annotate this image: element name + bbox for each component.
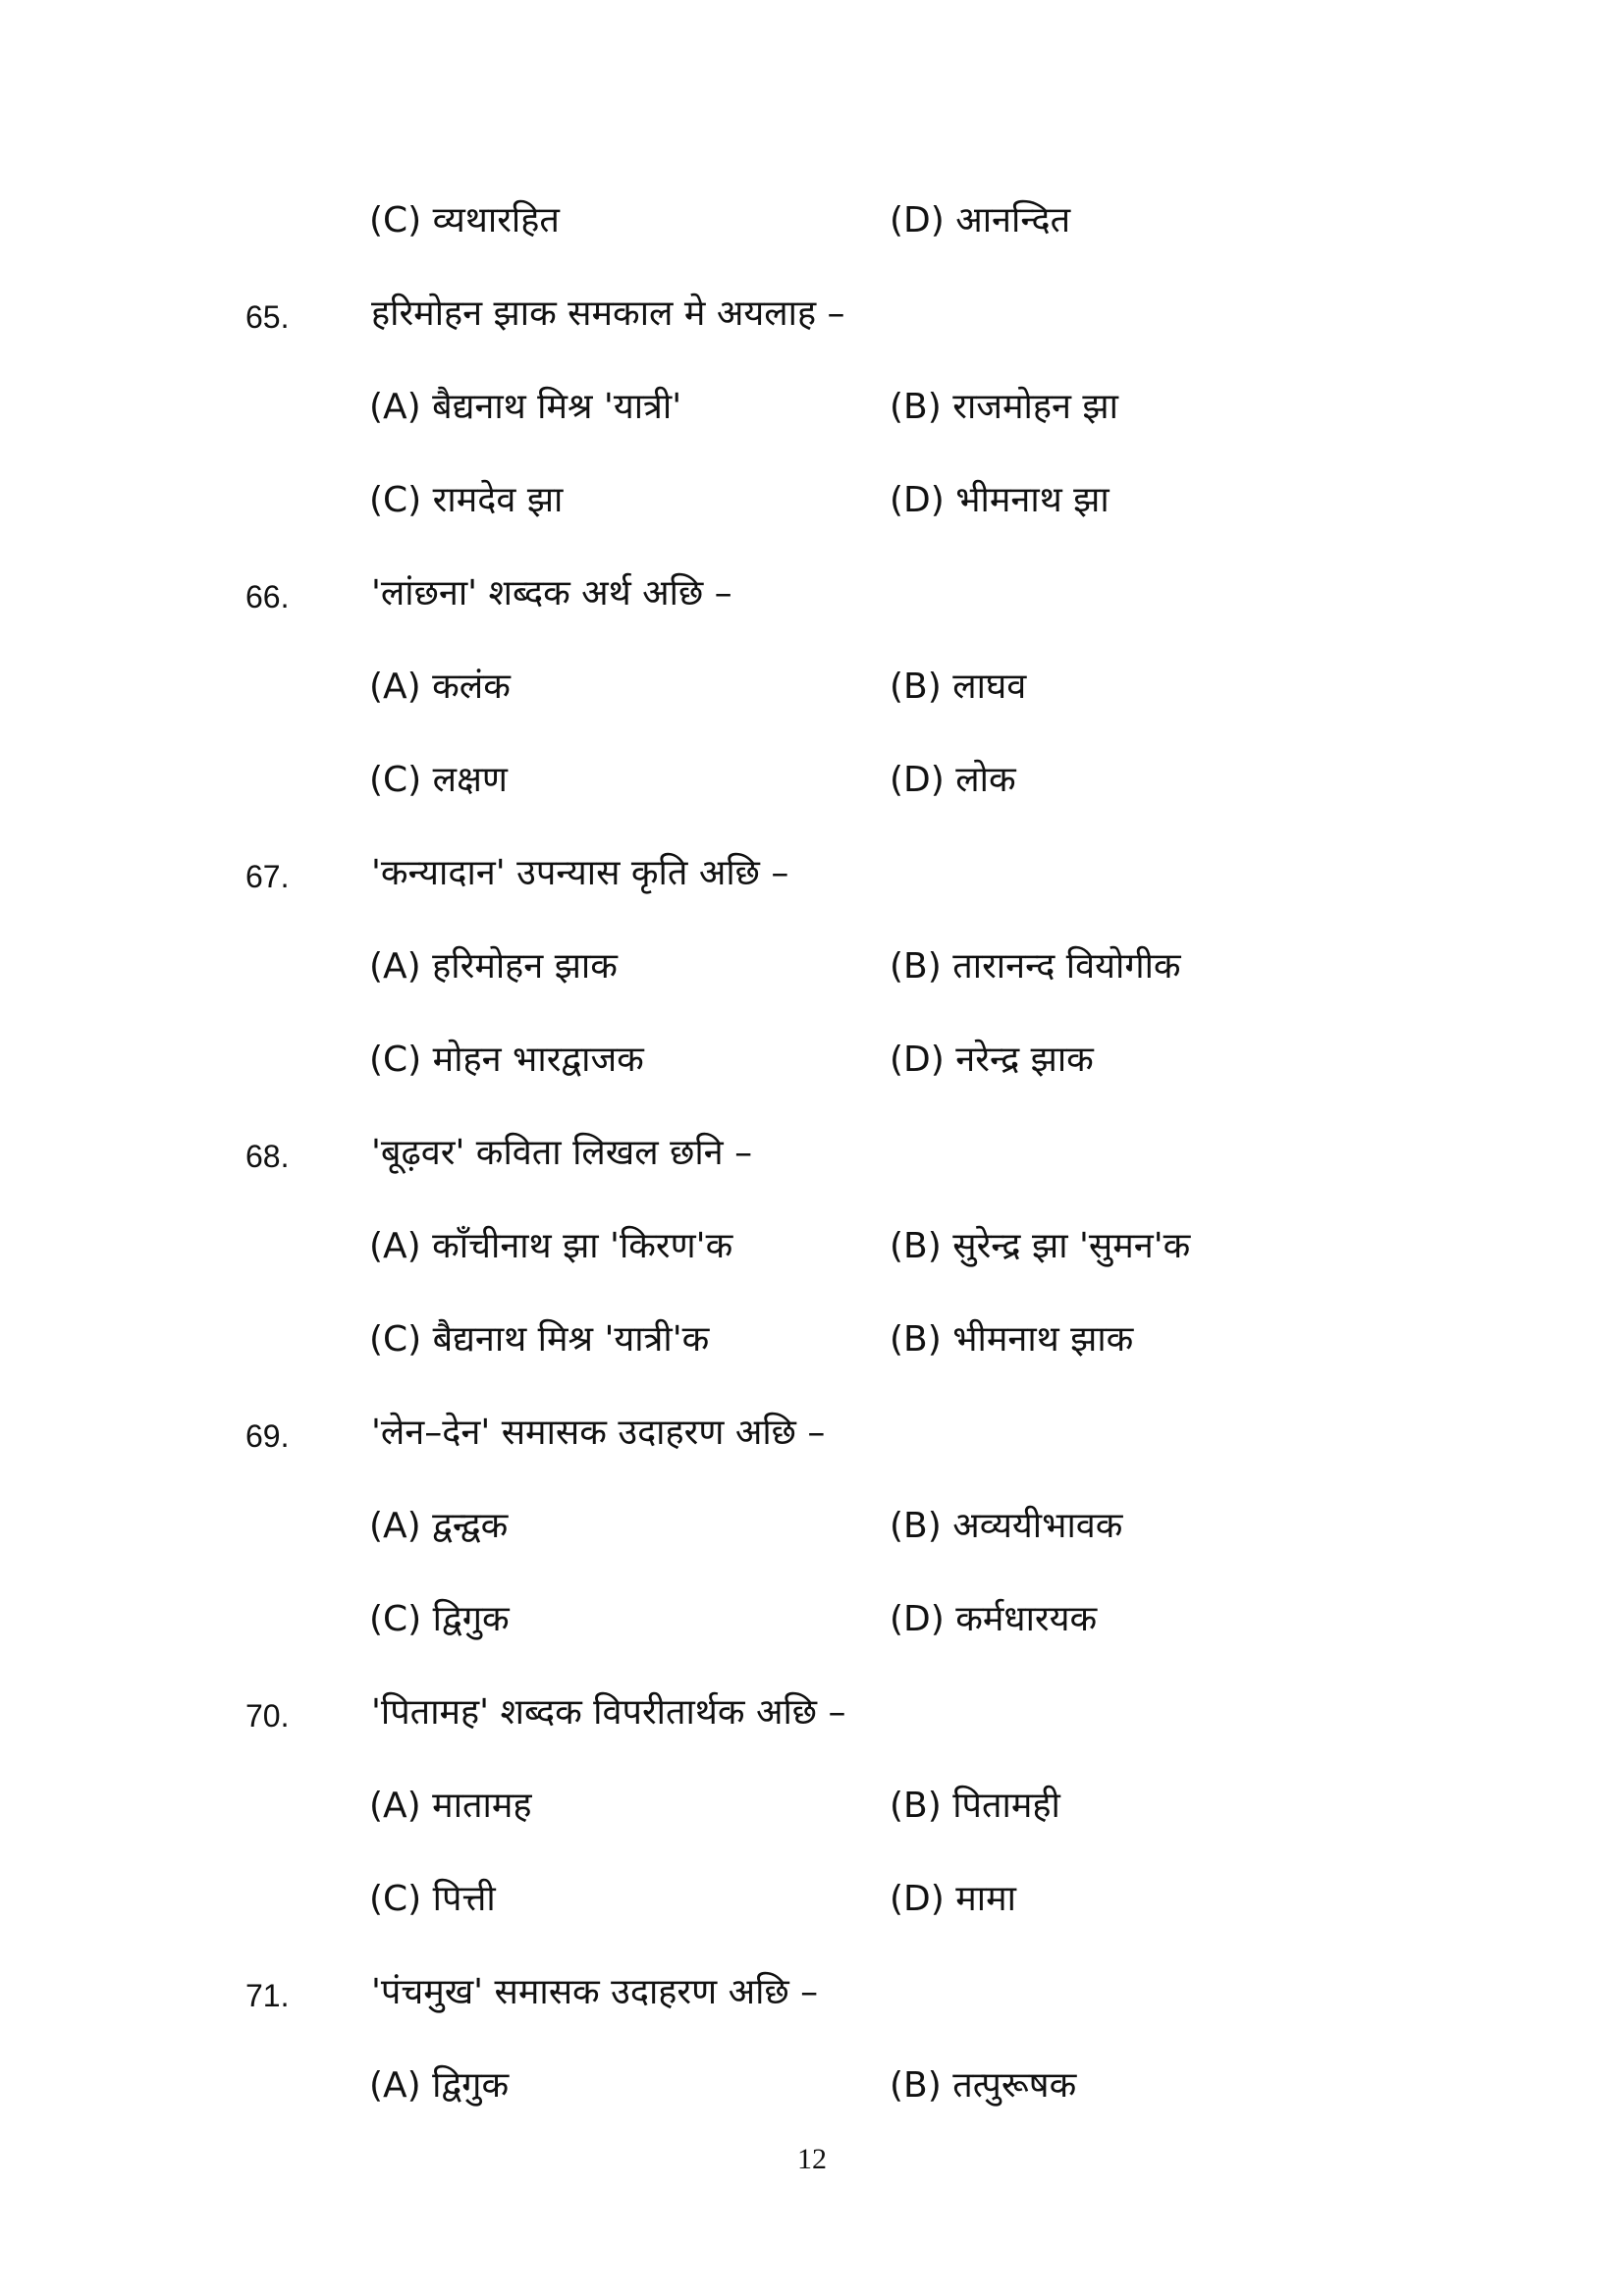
option-b: (B) राजमोहन झा — [890, 387, 1118, 427]
option-c: (C) रामदेव झा — [369, 480, 564, 520]
option-b: (B) सुरेन्द्र झा 'सुमन'क — [890, 1226, 1191, 1266]
question-67 — [0, 847, 1624, 906]
option-d: (D) मामा — [890, 1879, 1016, 1919]
option-c: (C) लक्षण — [369, 760, 508, 800]
option-c: (C) पित्ती — [369, 1879, 496, 1919]
options-row — [0, 381, 1624, 440]
question-66 — [0, 567, 1624, 626]
question-text: हरिमोहन झाक समकाल मे अयलाह – — [371, 294, 845, 334]
option-d: (D) आनन्दित — [890, 200, 1071, 240]
option-d: (D) भीमनाथ झा — [890, 480, 1110, 520]
options-row — [0, 754, 1624, 813]
option-a: (A) कलंक — [369, 667, 511, 707]
options-row — [0, 474, 1624, 533]
question-68 — [0, 1127, 1624, 1186]
option-d: (D) नरेन्द्र झाक — [890, 1040, 1094, 1080]
options-row — [0, 1873, 1624, 1932]
options-row — [0, 940, 1624, 999]
option-c: (C) मोहन भारद्वाजक — [369, 1040, 644, 1080]
option-a: (A) हरिमोहन झाक — [369, 946, 618, 987]
question-text: 'पितामह' शब्दक विपरीतार्थक अछि – — [371, 1692, 846, 1733]
options-row — [0, 1593, 1624, 1652]
question-number: 69. — [245, 1418, 290, 1454]
option-b: (B) तारानन्द वियोगीक — [890, 946, 1181, 987]
question-text: 'कन्यादान' उपन्यास कृति अछि – — [371, 853, 789, 893]
options-row — [0, 1500, 1624, 1559]
option-a: (A) मातामह — [369, 1786, 532, 1826]
question-69 — [0, 1407, 1624, 1466]
question-number: 65. — [245, 299, 290, 335]
option-b: (B) तत्पुरूषक — [890, 2065, 1077, 2106]
options-row — [0, 1313, 1624, 1372]
options-row — [0, 194, 1624, 253]
options-row — [0, 1034, 1624, 1093]
option-b: (B) लाघव — [890, 667, 1027, 707]
options-row — [0, 661, 1624, 720]
option-d: (D) कर्मधारयक — [890, 1599, 1098, 1639]
question-text: 'बूढ़वर' कविता लिखल छनि – — [371, 1133, 753, 1173]
option-c: (C) बैद्यनाथ मिश्र 'यात्री'क — [369, 1319, 710, 1360]
option-a: (A) द्वन्द्वक — [369, 1506, 509, 1546]
options-row — [0, 1220, 1624, 1279]
question-70 — [0, 1686, 1624, 1745]
option-b: (B) अव्ययीभावक — [890, 1506, 1123, 1546]
option-c: (C) द्विगुक — [369, 1599, 510, 1639]
option-a: (A) द्विगुक — [369, 2065, 510, 2106]
option-d: (D) लोक — [890, 760, 1016, 800]
question-text: 'लेन–देन' समासक उदाहरण अछि – — [371, 1413, 826, 1453]
question-number: 67. — [245, 859, 290, 894]
option-c: (C) व्यथारहित — [369, 200, 560, 240]
option-b: (B) पितामही — [890, 1786, 1060, 1826]
question-number: 68. — [245, 1139, 290, 1174]
question-65 — [0, 288, 1624, 347]
question-number: 71. — [245, 1978, 290, 2013]
page-number: 12 — [797, 2143, 827, 2175]
question-text: 'पंचमुख' समासक उदाहरण अछि – — [371, 1972, 819, 2012]
options-row — [0, 2059, 1624, 2118]
question-number: 70. — [245, 1698, 290, 1734]
option-d: (B) भीमनाथ झाक — [890, 1319, 1134, 1360]
option-a: (A) काँचीनाथ झा 'किरण'क — [369, 1226, 733, 1266]
question-number: 66. — [245, 579, 290, 614]
question-text: 'लांछना' शब्दक अर्थ अछि – — [371, 573, 732, 614]
question-71 — [0, 1966, 1624, 2025]
options-row — [0, 1780, 1624, 1839]
option-a: (A) बैद्यनाथ मिश्र 'यात्री' — [369, 387, 682, 427]
